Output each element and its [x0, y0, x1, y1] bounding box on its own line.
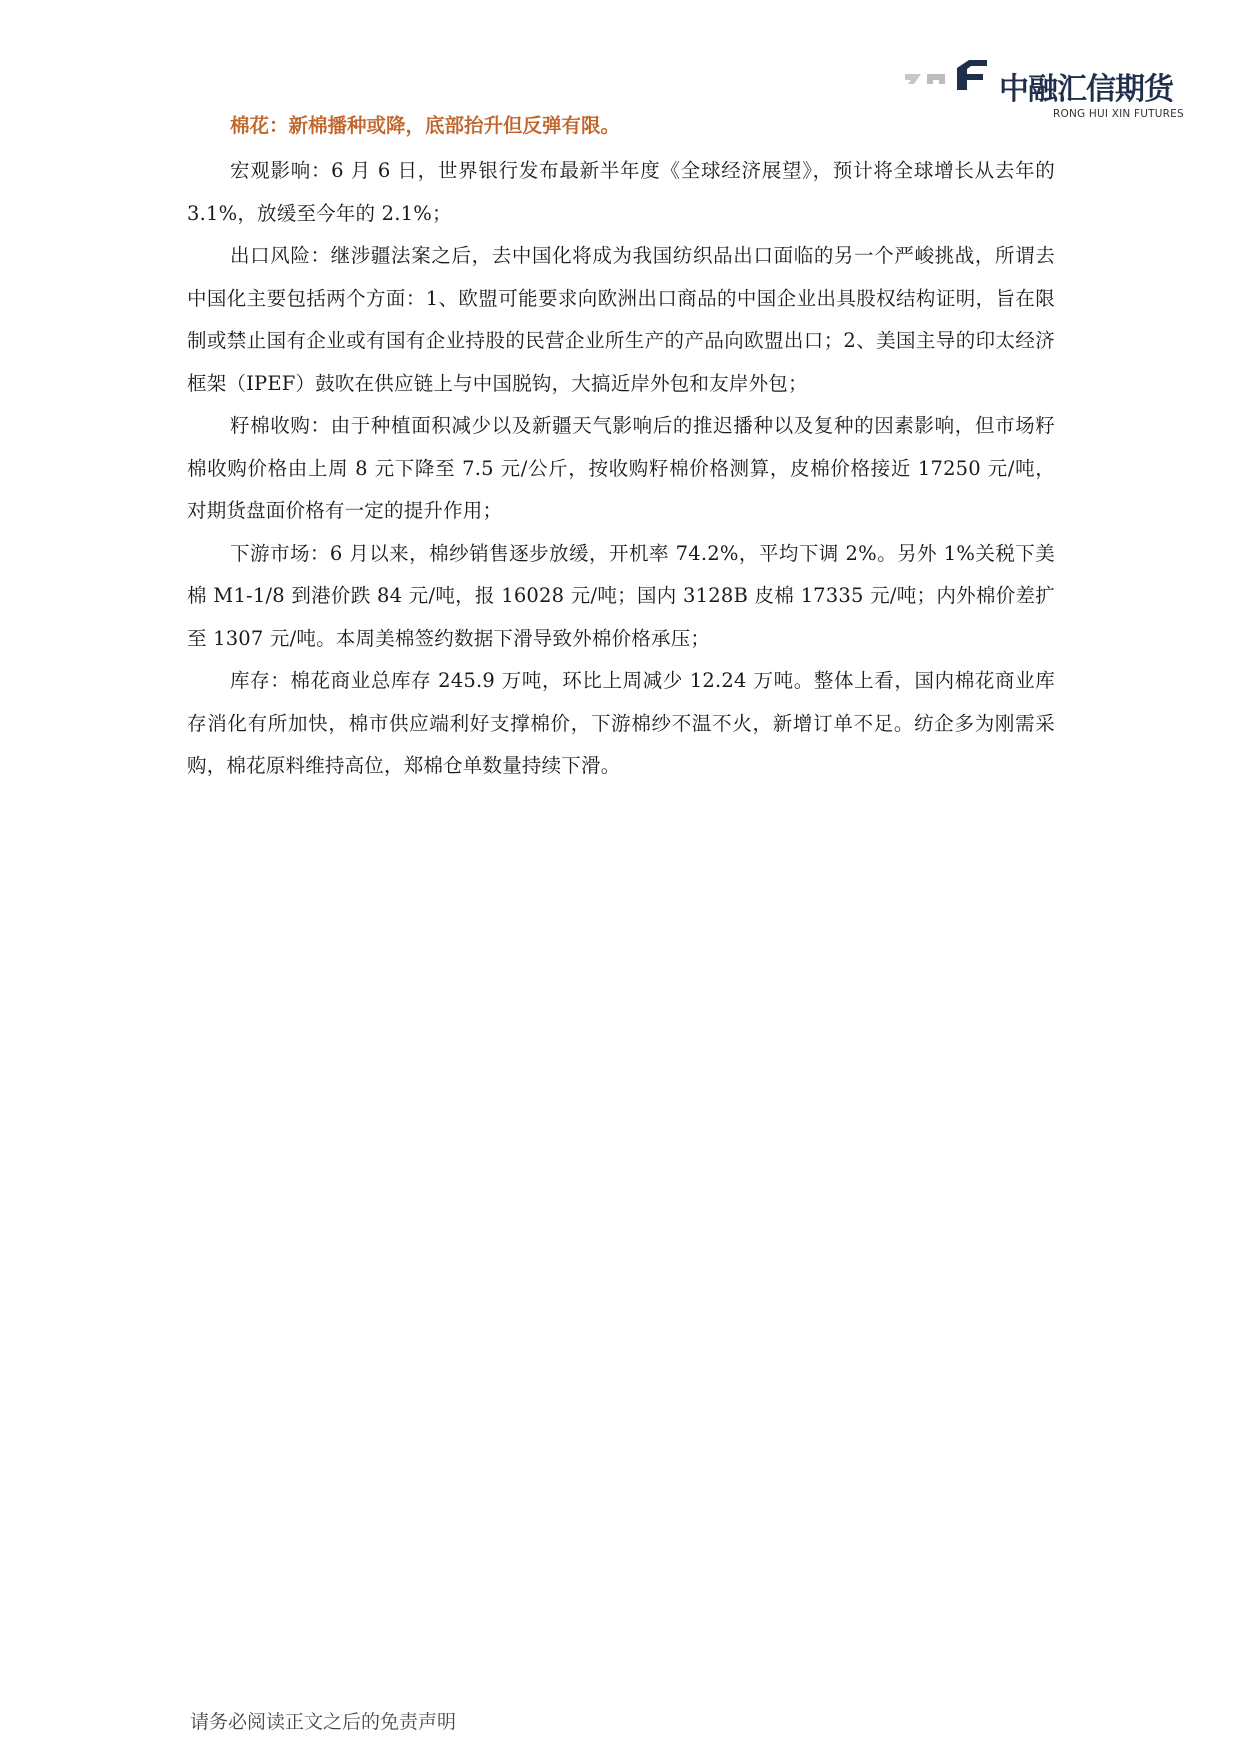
paragraph-seed-cotton: 籽棉收购：由于种植面积减少以及新疆天气影响后的推迟播种以及复种的因素影响，但市场籽棉收购价格由上周 8 元下降至 7.5 元/公斤，按收购籽棉价格测算，皮棉价格接近 17250 元/吨，对期货盘面价格有一定的提升作用；: [187, 414, 1055, 522]
logo-mark-icon: [905, 60, 995, 102]
article-body: [187, 106, 1055, 788]
paragraph-inventory: 库存：棉花商业总库存 245.9 万吨，环比上周减少 12.24 万吨。整体上看，国内棉花商业库存消化有所加快，棉市供应端利好支撑棉价，下游棉纱不温不火，新增订单不足。纺企多为刚需采购，棉花原料维持高位，郑棉仓单数量持续下滑。: [187, 669, 1055, 777]
paragraph-downstream: 下游市场：6 月以来，棉纱销售逐步放缓，开机率 74.2%，平均下调 2%。另外 1%关税下美棉 M1-1/8 到港价跌 84 元/吨，报 16028 元/吨；国内 3128B 皮棉 17335 元/吨；内外棉价差扩至 1307 元/吨。本周美棉签约数据下滑导致外棉价格承压；: [187, 541, 1055, 650]
paragraph-export-risk: 出口风险：继涉疆法案之后，去中国化将成为我国纺织品出口面临的另一个严峻挑战，所谓去中国化主要包括两个方面：1、欧盟可能要求向欧洲出口商品的中国企业出具股权结构证明，旨在限制或禁止国有企业或有国有企业持股的民营企业所生产的产品向欧盟出口；2、美国主导的印太经济框架（IPEF）鼓吹在供应链上与中国脱钩，大搞近岸外包和友岸外包；: [187, 244, 1055, 395]
logo-english-name: RONG HUI XIN FUTURES: [1053, 108, 1184, 120]
logo-chinese-name: 中融汇信期货: [999, 72, 1173, 107]
paragraph-macro: 宏观影响：6 月 6 日，世界银行发布最新半年度《全球经济展望》，预计将全球增长从去年的 3.1%，放缓至今年的 2.1%；: [187, 159, 1055, 225]
footer-disclaimer: 请务必阅读正文之后的免责声明: [190, 1711, 457, 1733]
article-heading: 棉花：新棉播种或降，底部抬升但反弹有限。: [230, 114, 621, 137]
